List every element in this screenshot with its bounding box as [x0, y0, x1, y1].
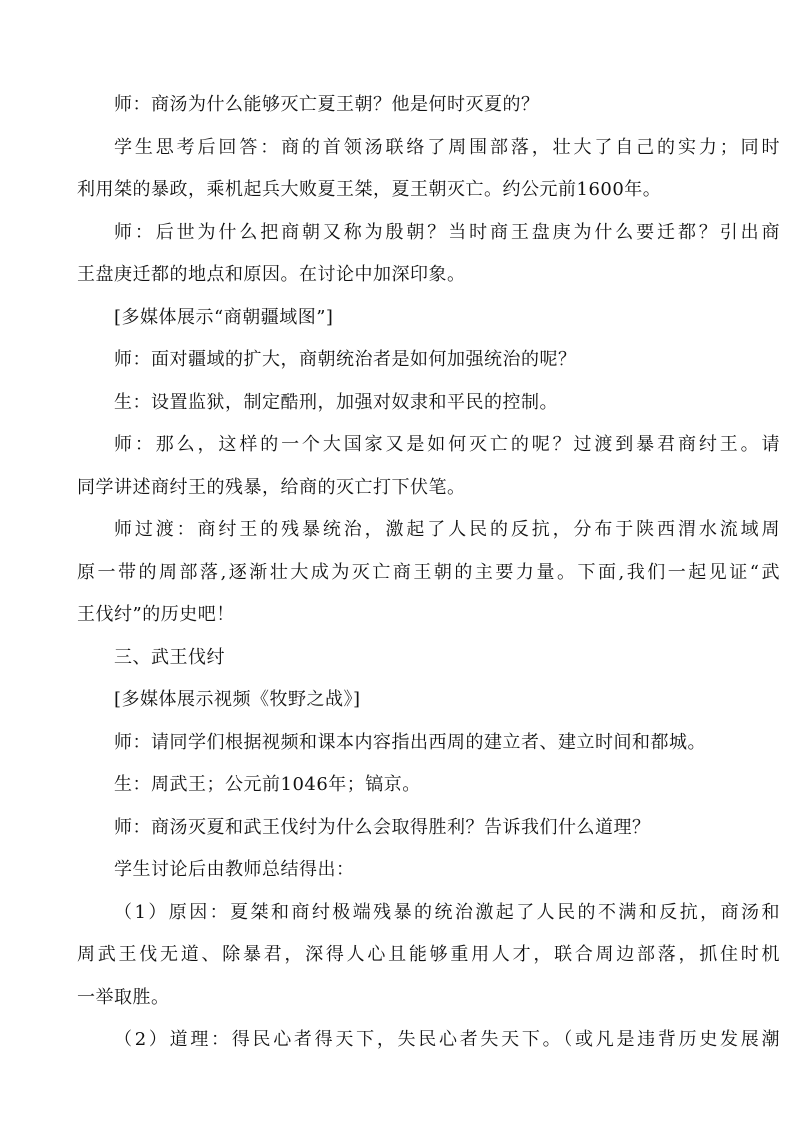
text-line-23: （2）道理：得民心者得天下，失民心者失天下。（或凡是违背历史发展潮	[114, 1029, 780, 1050]
text-line-16: 师：请同学们根据视频和课本内容指出西周的建立者、建立时间和都城。	[114, 732, 706, 753]
text-line-10: 同学讲述商纣王的残暴，给商的灭亡打下伏笔。	[77, 477, 466, 498]
section-heading: 三、武王伐纣	[114, 647, 225, 668]
text-line-20: （1）原因：夏桀和商纣极端残暴的统治激起了人民的不满和反抗，商汤和	[114, 902, 780, 923]
text-line-8: 生：设置监狱，制定酷刑，加强对奴隶和平民的控制。	[114, 392, 558, 413]
text-line-21: 周武王伐无道、除暴君，深得人心且能够重用人才，联合周边部落，抓住时机	[77, 944, 780, 965]
text-line-18: 师：商汤灭夏和武王伐纣为什么会取得胜利？告诉我们什么道理？	[114, 817, 651, 838]
text-line-7: 师：面对疆域的扩大，商朝统治者是如何加强统治的呢？	[114, 349, 577, 370]
text-line-13: 王伐纣”的历史吧！	[77, 604, 235, 625]
text-line-5: 王盘庚迁都的地点和原因。在讨论中加深印象。	[77, 264, 466, 285]
text-line-15: [多媒体展示视频《牧野之战》]	[114, 689, 361, 710]
text-line-3: 利用桀的暴政，乘机起兵大败夏王桀，夏王朝灭亡。约公元前1600年。	[77, 179, 662, 200]
text-line-6: [多媒体展示“商朝疆域图”]	[114, 307, 334, 328]
text-line-4: 师：后世为什么把商朝又称为殷朝？当时商王盘庚为什么要迁都？引出商	[114, 222, 780, 243]
text-line-22: 一举取胜。	[77, 987, 170, 1008]
text-line-11: 师过渡：商纣王的残暴统治，激起了人民的反抗，分布于陕西渭水流域周	[114, 519, 780, 540]
text-line-1: 师：商汤为什么能够灭亡夏王朝？他是何时灭夏的？	[114, 94, 540, 115]
text-line-2: 学生思考后回答：商的首领汤联络了周围部落，壮大了自己的实力；同时	[114, 137, 780, 158]
text-line-12: 原一带的周部落,逐渐壮大成为灭亡商王朝的主要力量。下面,我们一起见证“武	[77, 562, 780, 583]
text-line-19: 学生讨论后由教师总结得出：	[114, 859, 355, 880]
text-line-17: 生：周武王；公元前1046年；镐京。	[114, 774, 421, 795]
text-line-9: 师：那么，这样的一个大国家又是如何灭亡的呢？过渡到暴君商纣王。请	[114, 434, 780, 455]
